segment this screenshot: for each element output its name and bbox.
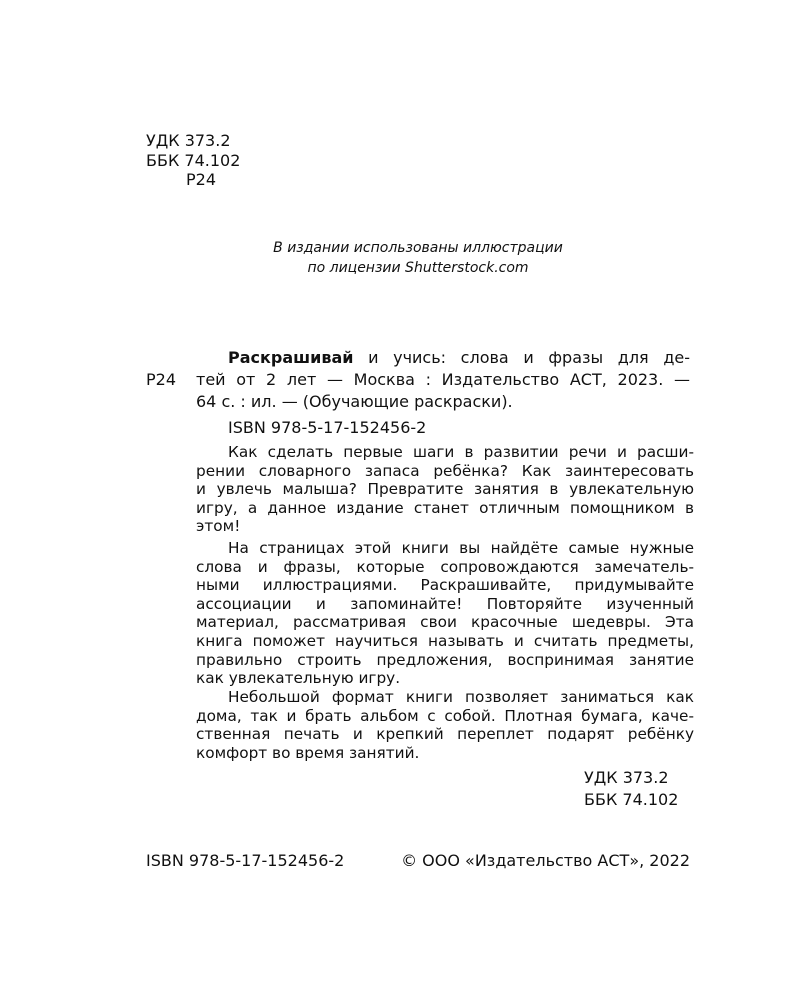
bibliographic-line-1	[228, 348, 690, 368]
text-line: книга поможет научиться называть и считать предметы,	[196, 631, 694, 650]
text-line: этом!	[196, 517, 241, 536]
annotation-author-mark: Р24	[146, 370, 177, 389]
text-line: Как сделать первые шаги в развитии речи и расши-	[228, 443, 694, 461]
book-title: Раскрашивай	[228, 348, 354, 367]
bibliographic-line-2: тей от 2 лет — Москва : Издательство АСТ, 2023. —	[196, 370, 690, 389]
description-paragraph-1	[196, 443, 694, 536]
illustration-credit-line1: В издании использованы иллюстрации	[273, 240, 563, 256]
description-paragraph-3	[196, 688, 694, 762]
text-line: слова и фразы, которые сопровождаются замечатель-	[196, 557, 694, 576]
copyright: © ООО «Издательство АСТ», 2022	[401, 851, 690, 870]
udk-code: УДК 373.2	[146, 131, 231, 150]
text-line: как увлекательную игру.	[196, 669, 401, 688]
text-line: ственная печать и крепкий переплет подарят ребёнку	[196, 725, 694, 744]
bibliographic-line-3: 64 с. : ил. — (Обучающие раскраски).	[196, 392, 513, 411]
udk-code-bottom: УДК 373.2	[584, 768, 669, 787]
text-line: и увлечь малыша? Превратите занятия в увлекательную	[196, 480, 694, 499]
description-paragraph-2	[196, 539, 694, 688]
isbn-footer: ISBN 978-5-17-152456-2	[146, 851, 345, 870]
text-line: ными иллюстрациями. Раскрашивайте, придумывайте	[196, 576, 694, 595]
text-line: На страницах этой книги вы найдёте самые нужные	[228, 539, 694, 557]
text-line: дома, так и брать альбом с собой. Плотная бумага, каче-	[196, 706, 694, 725]
author-mark: Р24	[186, 170, 217, 189]
bbk-code: ББК 74.102	[146, 151, 241, 170]
text-line: материал, рассматривая свои красочные шедевры. Эта	[196, 613, 694, 632]
text-line: ассоциации и запоминайте! Повторяйте изученный	[196, 594, 694, 613]
text-line: Небольшой формат книги позволяет заниматься как	[228, 688, 694, 706]
bbk-code-bottom: ББК 74.102	[584, 790, 679, 809]
text-line: рении словарного запаса ребёнка? Как заинтересовать	[196, 461, 694, 480]
text-line: игру, а данное издание станет отличным помощником в	[196, 498, 694, 517]
illustration-credit-line2: по лицензии Shutterstock.com	[307, 260, 529, 276]
isbn-annotation: ISBN 978-5-17-152456-2	[228, 418, 427, 437]
bibliographic-line-1-rest: и учись: слова и фразы для де-	[353, 348, 690, 367]
text-line: правильно строить предложения, воспринимая занятие	[196, 650, 694, 669]
text-line: комфорт во время занятий.	[196, 743, 420, 762]
